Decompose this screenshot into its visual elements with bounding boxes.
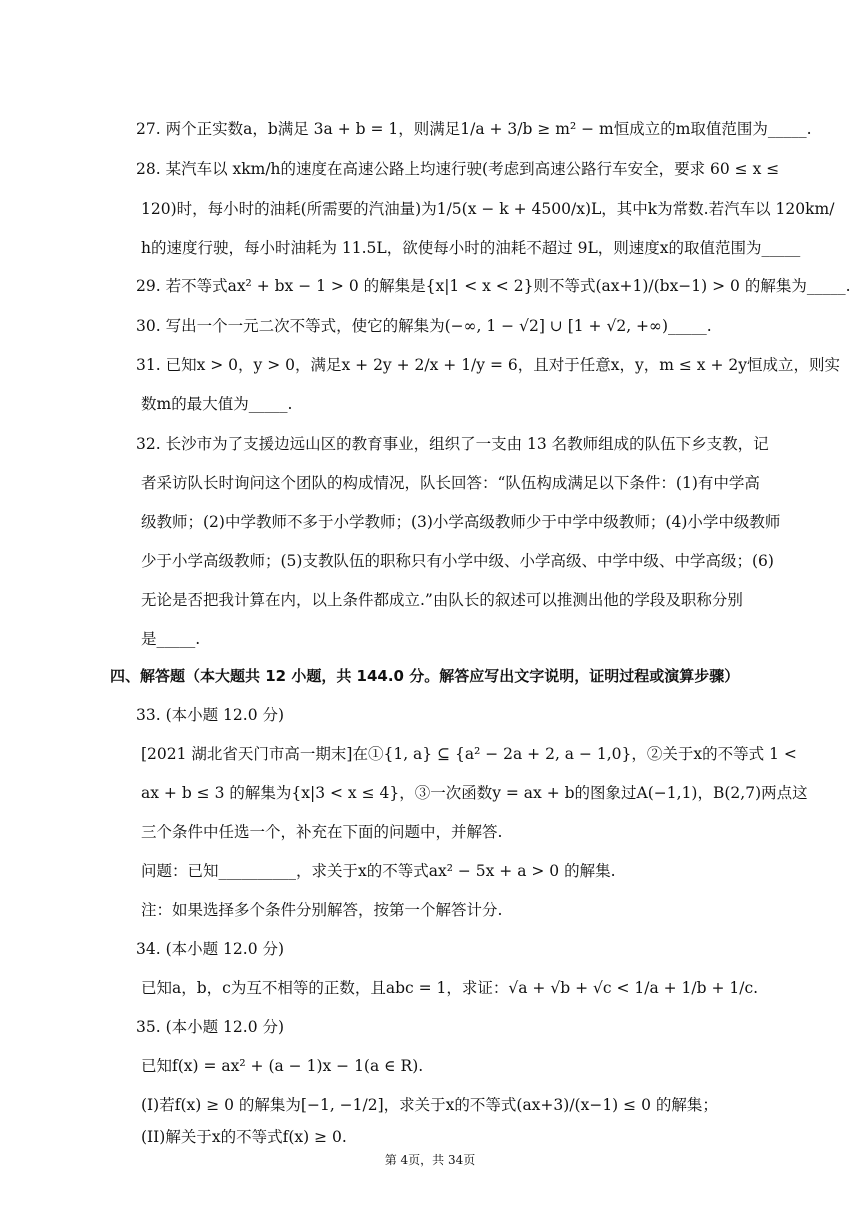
q35-title: 35. (本小题 12.0 分) <box>136 1018 285 1036</box>
q33-title: 33. (本小题 12.0 分) <box>136 706 285 724</box>
q33-line-2: ax + b ≤ 3 的解集为{x|3 < x ≤ 4}，③一次函数y = ax + b的图象过A(−1,1)，B(2,7)两点这 <box>141 784 808 802</box>
q35-line-2: (I)若f(x) ≥ 0 的解集为[−1, −1/2]，求关于x的不等式(ax+3)/(x−1) ≤ 0 的解集； <box>141 1096 718 1114</box>
page-footer: 第 4页，共 34页 <box>384 1153 476 1167</box>
q28-line-1: 28. 某汽车以 xkm/h的速度在高速公路上均速行驶(考虑到高速公路行车安全，要求 60 ≤ x ≤ <box>136 160 780 178</box>
q27-line-1: 27. 两个正实数a，b满足 3a + b = 1，则满足1/a + 3/b ≥ m² − m恒成立的m取值范围为_____. <box>136 120 812 138</box>
q31-line-1: 31. 已知x > 0，y > 0，满足x + 2y + 2/x + 1/y = 6，且对于任意x，y，m ≤ x + 2y恒成立，则实 <box>136 356 840 374</box>
q28-line-2: 120)时，每小时的油耗(所需要的汽油量)为1/5(x − k + 4500/x)L，其中k为常数.若汽车以 120km/ <box>141 200 835 218</box>
q34-title: 34. (本小题 12.0 分) <box>136 940 285 958</box>
q31-line-2: 数m的最大值为_____. <box>141 395 293 413</box>
q32-line-3: 级教师；(2)中学教师不多于小学教师；(3)小学高级教师少于中学中级教师；(4)小学中级教师 <box>141 513 781 531</box>
q32-line-2: 者采访队长时询问这个团队的构成情况，队长回答：“队伍构成满足以下条件：(1)有中学高 <box>141 474 760 492</box>
q30-line-1: 30. 写出一个一元二次不等式，使它的解集为(−∞, 1 − √2] ∪ [1 + √2, +∞)_____. <box>136 317 712 335</box>
q32-line-6: 是_____. <box>141 630 201 648</box>
q28-line-3: h的速度行驶，每小时油耗为 11.5L，欲使每小时的油耗不超过 9L，则速度x的取值范围为_____ <box>141 239 801 257</box>
q29-line-1: 29. 若不等式ax² + bx − 1 > 0 的解集是{x|1 < x < 2}则不等式(ax+1)/(bx−1) > 0 的解集为_____. <box>136 277 851 295</box>
q32-line-4: 少于小学高级教师；(5)支教队伍的职称只有小学中级、小学高级、中学中级、中学高级；(6) <box>141 552 774 570</box>
q32-line-5: 无论是否把我计算在内，以上条件都成立.”由队长的叙述可以推测出他的学段及职称分别 <box>141 591 743 609</box>
q33-line-4: 问题：已知__________，求关于x的不等式ax² − 5x + a > 0 的解集. <box>141 862 616 880</box>
q33-line-1: [2021 湖北省天门市高一期末]在①{1, a} ⊆ {a² − 2a + 2, a − 1,0}，②关于x的不等式 1 < <box>141 745 797 763</box>
q35-line-3: (II)解关于x的不等式f(x) ≥ 0. <box>141 1128 347 1146</box>
q33-line-5: 注：如果选择多个条件分别解答，按第一个解答计分. <box>141 901 503 919</box>
q32-line-1: 32. 长沙市为了支援边远山区的教育事业，组织了一支由 13 名教师组成的队伍下乡支教，记 <box>136 435 769 453</box>
q33-line-3: 三个条件中任选一个，补充在下面的问题中，并解答. <box>141 823 503 841</box>
section-4-heading: 四、解答题（本大题共 12 小题，共 144.0 分。解答应写出文字说明，证明过程或演算步骤） <box>110 667 740 685</box>
q35-line-1: 已知f(x) = ax² + (a − 1)x − 1(a ∈ R). <box>141 1057 424 1075</box>
q34-line-1: 已知a，b，c为互不相等的正数，且abc = 1，求证：√a + √b + √c < 1/a + 1/b + 1/c. <box>141 979 759 997</box>
